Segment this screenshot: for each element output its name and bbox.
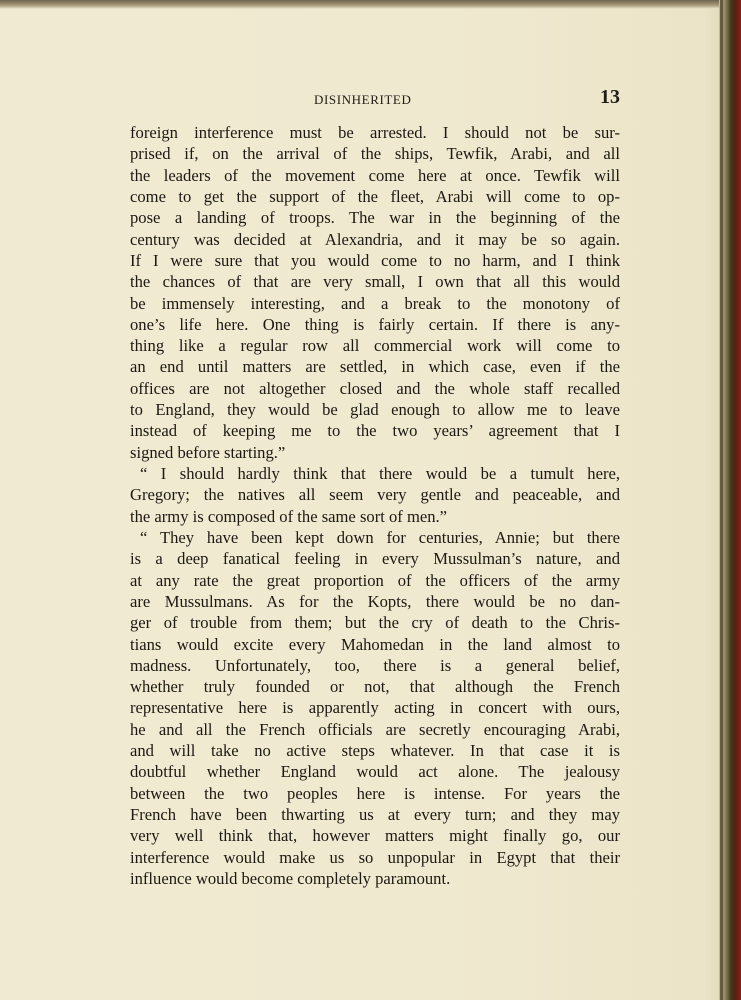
text-line: one’s life here. One thing is fairly certain. If there is any-	[130, 314, 620, 334]
text-line: French have been thwarting us at every turn; and they may	[130, 805, 620, 824]
text-line: madness. Unfortunately, too, there is a general belief,	[130, 655, 620, 675]
text-line: to England, they would be glad enough to allow me to leave	[130, 400, 620, 420]
text-line: foreign interference must be arrested. I should not be sur-	[130, 123, 620, 142]
text-line: thing like a regular row all commercial work will come to	[130, 336, 620, 356]
text-line: “ I should hardly think that there would be a tumult here,	[140, 464, 620, 483]
text-line: Gregory; the natives all seem very gentle and peaceable, and	[130, 485, 620, 505]
text-line: doubtful whether England would act alone. The jealousy	[130, 762, 620, 782]
text-line: whether truly founded or not, that although the French	[130, 677, 620, 697]
text-line: If I were sure that you would come to no harm, and I think	[130, 250, 620, 270]
text-line: he and all the French officials are secretly encouraging Arabi,	[130, 719, 620, 739]
text-line: instead of keeping me to the two years’ agreement that I	[130, 421, 620, 441]
text-line: between the two peoples here is intense. For years the	[130, 783, 620, 803]
text-line: interference would make us so unpopular in Egypt that their	[130, 847, 620, 867]
text-line: the leaders of the movement come here at once. Tewfik will	[130, 165, 620, 185]
text-line: the chances of that are very small, I own that all this would	[130, 272, 620, 292]
text-line: and will take no active steps whatever. In that case it is	[130, 741, 620, 761]
spine-shadow	[720, 0, 723, 1000]
text-line: an end until matters are settled, in which case, even if the	[130, 357, 620, 377]
text-line: offices are not altogether closed and the whole staff recalled	[130, 378, 620, 398]
text-line: come to get the support of the fleet, Arabi will come to op-	[130, 186, 620, 206]
page-number: 13	[600, 86, 620, 108]
text-line: the army is composed of the same sort of men.”	[130, 506, 448, 526]
text-line: “ They have been kept down for centuries, Annie; but there	[140, 527, 620, 547]
page-top-edge	[0, 0, 741, 9]
text-line: is a deep fanatical feeling in every Mussulman’s nature, and	[130, 549, 620, 569]
body-text	[130, 122, 620, 889]
text-line: tians would excite every Mahomedan in the land almost to	[130, 634, 620, 654]
text-line: prised if, on the arrival of the ships, Tewfik, Arabi, and all	[130, 144, 620, 164]
text-line: representative here is apparently acting in concert with ours,	[130, 698, 620, 718]
text-line: influence would become completely paramount.	[130, 868, 451, 888]
running-title: DISINHERITED	[314, 92, 412, 107]
text-line: be immensely interesting, and a break to the monotony of	[130, 293, 620, 313]
text-line: pose a landing of troops. The war in the beginning of the	[130, 208, 620, 228]
page-header	[314, 86, 620, 116]
text-line: century was decided at Alexandria, and it may be so again.	[130, 229, 620, 249]
text-line: at any rate the great proportion of the officers of the army	[130, 570, 620, 590]
text-line: signed before starting.”	[130, 442, 286, 462]
text-line: very well think that, however matters might finally go, our	[130, 826, 620, 846]
text-line: ger of trouble from them; but the cry of death to the Chris-	[130, 613, 620, 633]
text-line: are Mussulmans. As for the Kopts, there would be no dan-	[130, 591, 620, 611]
